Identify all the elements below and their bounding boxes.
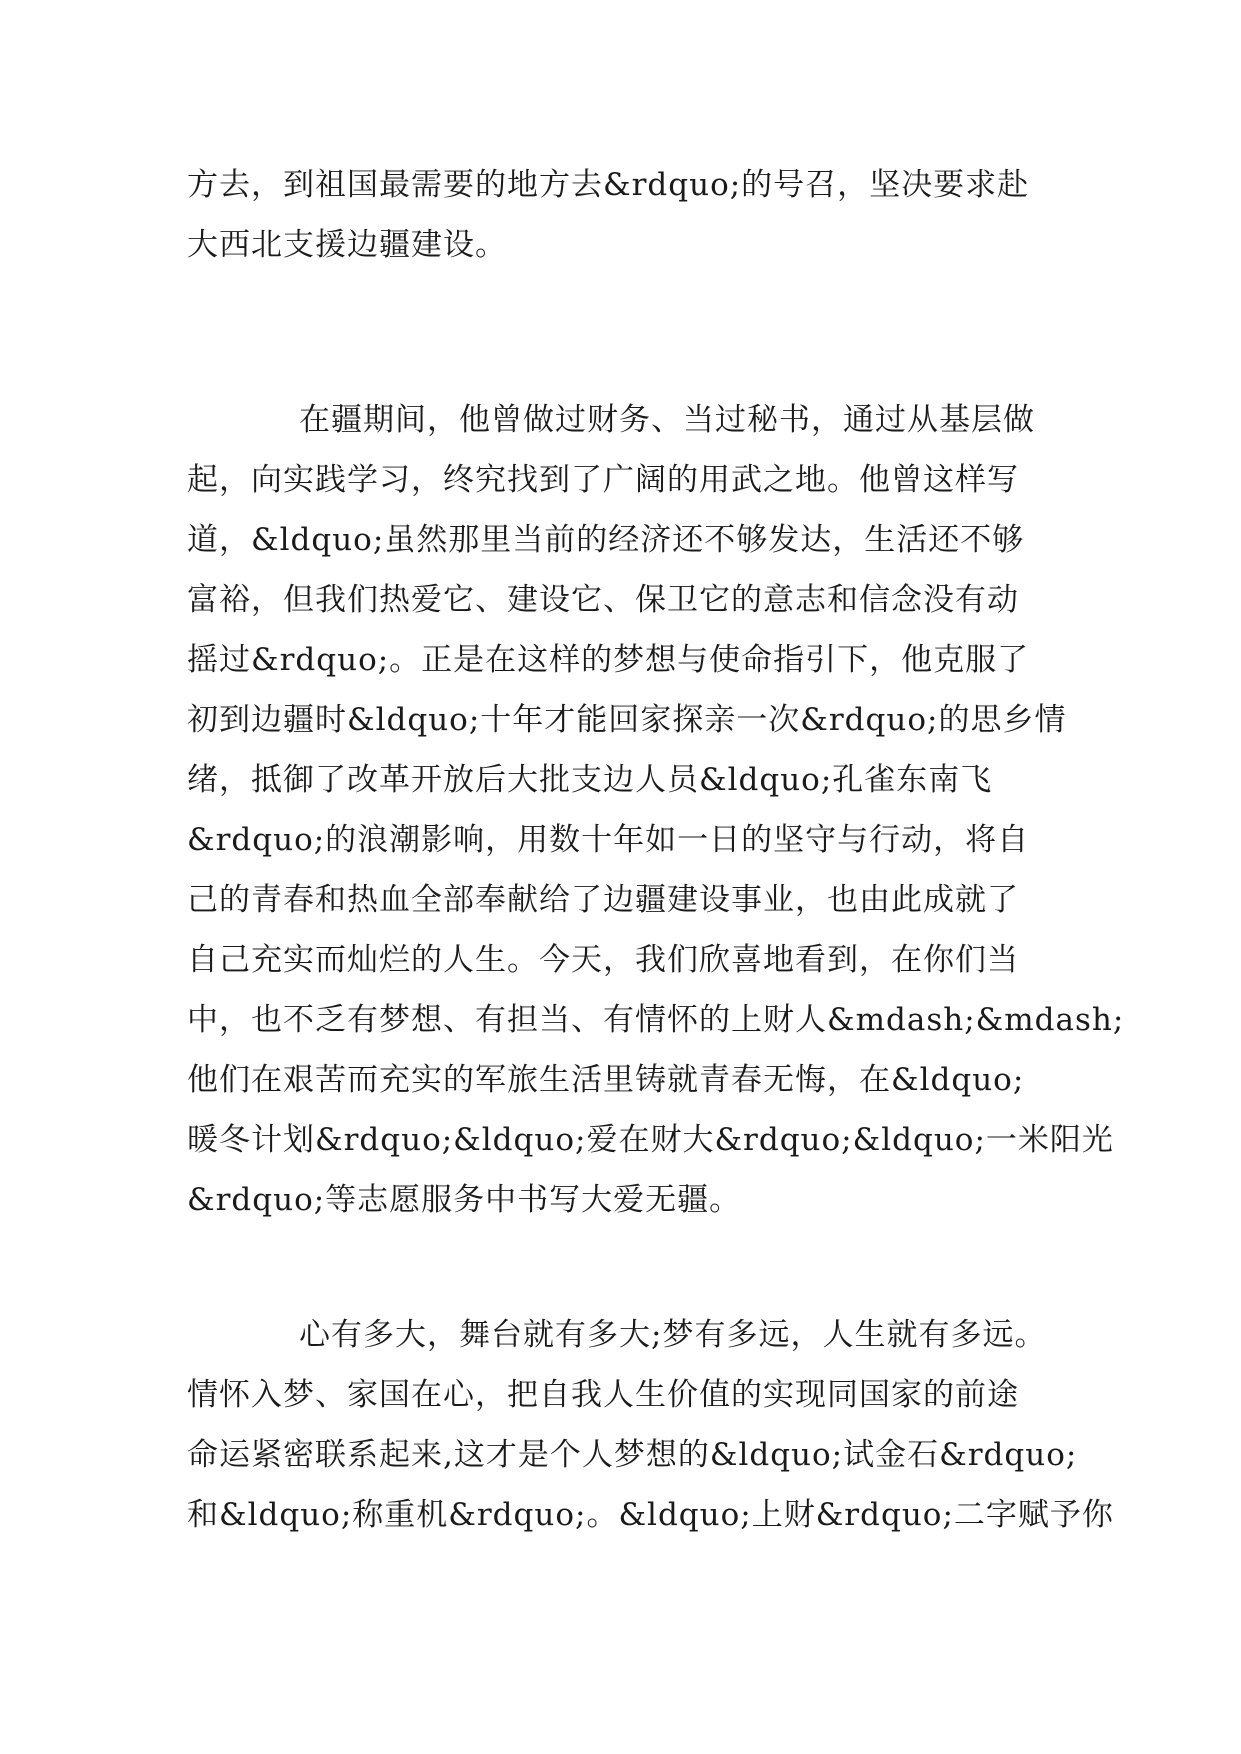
paragraph-2 — [187, 390, 1125, 1230]
text-line: 富裕，但我们热爱它、建设它、保卫它的意志和信念没有动 — [187, 582, 1019, 618]
text-line: &rdquo;等志愿服务中书写大爱无疆。 — [187, 1182, 742, 1218]
paragraph-3 — [187, 1305, 1114, 1545]
text-line: &rdquo;的浪潮影响，用数十年如一日的坚守与行动，将自 — [187, 822, 1030, 858]
text-line: 己的青春和热血全部奉献给了边疆建设事业，也由此成就了 — [187, 882, 1019, 918]
text-line: 心有多大，舞台就有多大;梦有多远，人生就有多远。 — [299, 1317, 1047, 1353]
text-line: 起，向实践学习，终究找到了广阔的用武之地。他曾这样写 — [187, 462, 1019, 498]
text-line: 道，&ldquo;虽然那里当前的经济还不够发达，生活还不够 — [187, 522, 1025, 558]
text-line: 他们在艰苦而充实的军旅生活里铸就青春无悔，在&ldquo; — [187, 1062, 1025, 1098]
text-line: 中，也不乏有梦想、有担当、有情怀的上财人&mdash;&mdash; — [187, 1002, 1125, 1038]
text-line: 情怀入梦、家国在心，把自我人生价值的实现同国家的前途 — [187, 1377, 1019, 1413]
text-line: 绪，抵御了改革开放后大批支边人员&ldquo;孔雀东南飞 — [187, 762, 993, 798]
text-line: 初到边疆时&ldquo;十年才能回家探亲一次&rdquo;的思乡情 — [187, 702, 1067, 738]
text-line: 和&ldquo;称重机&rdquo;。&ldquo;上财&rdquo;二字赋予你 — [187, 1497, 1114, 1533]
paragraph-1 — [187, 155, 1067, 275]
text-line: 自己充实而灿烂的人生。今天，我们欣喜地看到，在你们当 — [187, 942, 1019, 978]
text-line: 在疆期间，他曾做过财务、当过秘书，通过从基层做 — [299, 402, 1035, 438]
text-line: 摇过&rdquo;。正是在这样的梦想与使命指引下，他克服了 — [187, 642, 1030, 678]
text-line: 方去，到祖国最需要的地方去&rdquo;的号召，坚决要求赴 — [187, 167, 1030, 203]
text-line: 大西北支援边疆建设。 — [187, 227, 507, 263]
text-line: 命运紧密联系起来,这才是个人梦想的&ldquo;试金石&rdquo; — [187, 1437, 1078, 1473]
text-line: 暖冬计划&rdquo;&ldquo;爱在财大&rdquo;&ldquo;一米阳光 — [187, 1122, 1114, 1158]
